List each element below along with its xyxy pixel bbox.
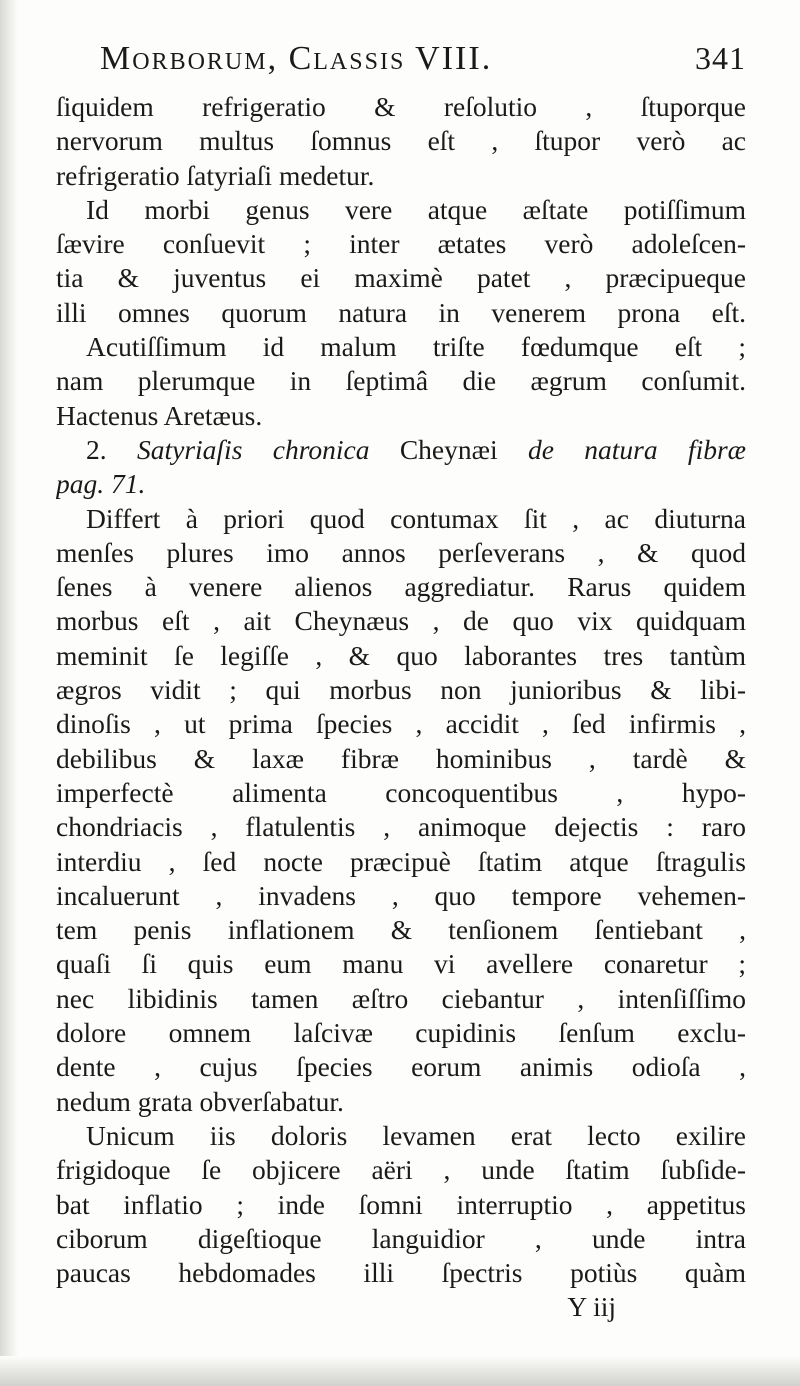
text-line: dente , cujus ſpecies eorum animis odioſa , <box>56 1051 746 1083</box>
text-line: ſævire conſuevit ; inter ætates verò adoleſcen- <box>56 228 746 260</box>
text-line: nervorum multus ſomnus eſt , ſtupor verò ac <box>56 125 746 157</box>
signature-mark: Y iij <box>567 1291 616 1323</box>
text-line: dolore omnem laſcivæ cupidinis ſenſum exclu- <box>56 1017 746 1049</box>
text-line: quaſi ſi quis eum manu vi avellere conaretur ; <box>56 948 746 980</box>
text-line: frigidoque ſe objicere aëri , unde ſtatim ſubſide- <box>56 1154 746 1186</box>
section-author: Cheynæi <box>399 433 498 465</box>
text-line: menſes plures imo annos perſeverans , & quod <box>56 536 746 568</box>
text-line: ſiquidem refrigeratio & reſolutio , ſtuporque <box>56 91 746 122</box>
section-heading-line <box>56 433 746 467</box>
text-line: tem penis inflationem & tenſionem ſentiebant , <box>56 914 746 946</box>
text-line: morbus eſt , ait Cheynæus , de quo vix quidquam <box>56 605 746 637</box>
text-line: imperfectè alimenta concoquentibus , hypo- <box>56 776 746 808</box>
text-line: Differt à priori quod contumax ſit , ac diuturna <box>86 502 746 534</box>
page-edge-shadow <box>0 0 18 1386</box>
section-source-italic: de natura fibræ <box>527 433 746 465</box>
text-line: ſenes à venere alienos aggrediatur. Rarus quidem <box>56 571 746 603</box>
text-line: incaluerunt , invadens , quo tempore vehemen- <box>56 879 746 911</box>
page-number: 341 <box>695 40 746 76</box>
text-line: pag. 71. <box>56 468 146 500</box>
text-line: meminit ſe legiſſe , & quo laborantes tres tantùm <box>56 639 746 671</box>
text-line: debilibus & laxæ fibræ hominibus , tardè & <box>56 742 746 774</box>
running-header <box>56 40 746 90</box>
page-bottom-shadow <box>0 1356 800 1386</box>
section-number: 2. <box>86 433 107 465</box>
text-line: nec libidinis tamen æſtro ciebantur , intenſiſſimo <box>56 982 746 1014</box>
section-title-italic: Satyriaſis chronica <box>136 433 370 465</box>
text-line: ciborum digeſtioque languidior , unde intra <box>56 1222 746 1254</box>
text-line: dinoſis , ut prima ſpecies , accidit , ſed infirmis , <box>56 708 746 740</box>
text-line: illi omnes quorum natura in venerem prona eſt. <box>56 296 746 328</box>
text-line: tia & juventus ei maximè patet , præcipueque <box>56 262 746 294</box>
text-line: nam plerumque in ſeptimâ die ægrum conſumit. <box>56 365 746 397</box>
text-line: paucas hebdomades illi ſpectris potiùs quàm <box>56 1257 746 1289</box>
text-block <box>56 40 746 1325</box>
text-line: bat inflatio ; inde ſomni interruptio , appetitus <box>56 1188 746 1220</box>
text-line: interdiu , ſed nocte præcipuè ſtatim atque ſtragulis <box>56 845 746 877</box>
running-title: Morborum, Classis VIII. <box>100 40 493 77</box>
text-line: chondriacis , flatulentis , animoque dejectis : raro <box>56 811 746 843</box>
text-line: ægros vidit ; qui morbus non junioribus & libi- <box>56 674 746 706</box>
text-line: Hactenus Aretæus. <box>56 399 263 431</box>
text-line: nedum grata obverſabatur. <box>56 1085 344 1117</box>
text-line: Id morbi genus vere atque æſtate potiſſimum <box>86 193 746 225</box>
text-line: refrigeratio ſatyriaſi medetur. <box>56 159 375 191</box>
text-line: Unicum iis doloris levamen erat lecto exilire <box>86 1119 746 1151</box>
text-line: Acutiſſimum id malum triſte fœdumque eſt ; <box>86 331 746 363</box>
